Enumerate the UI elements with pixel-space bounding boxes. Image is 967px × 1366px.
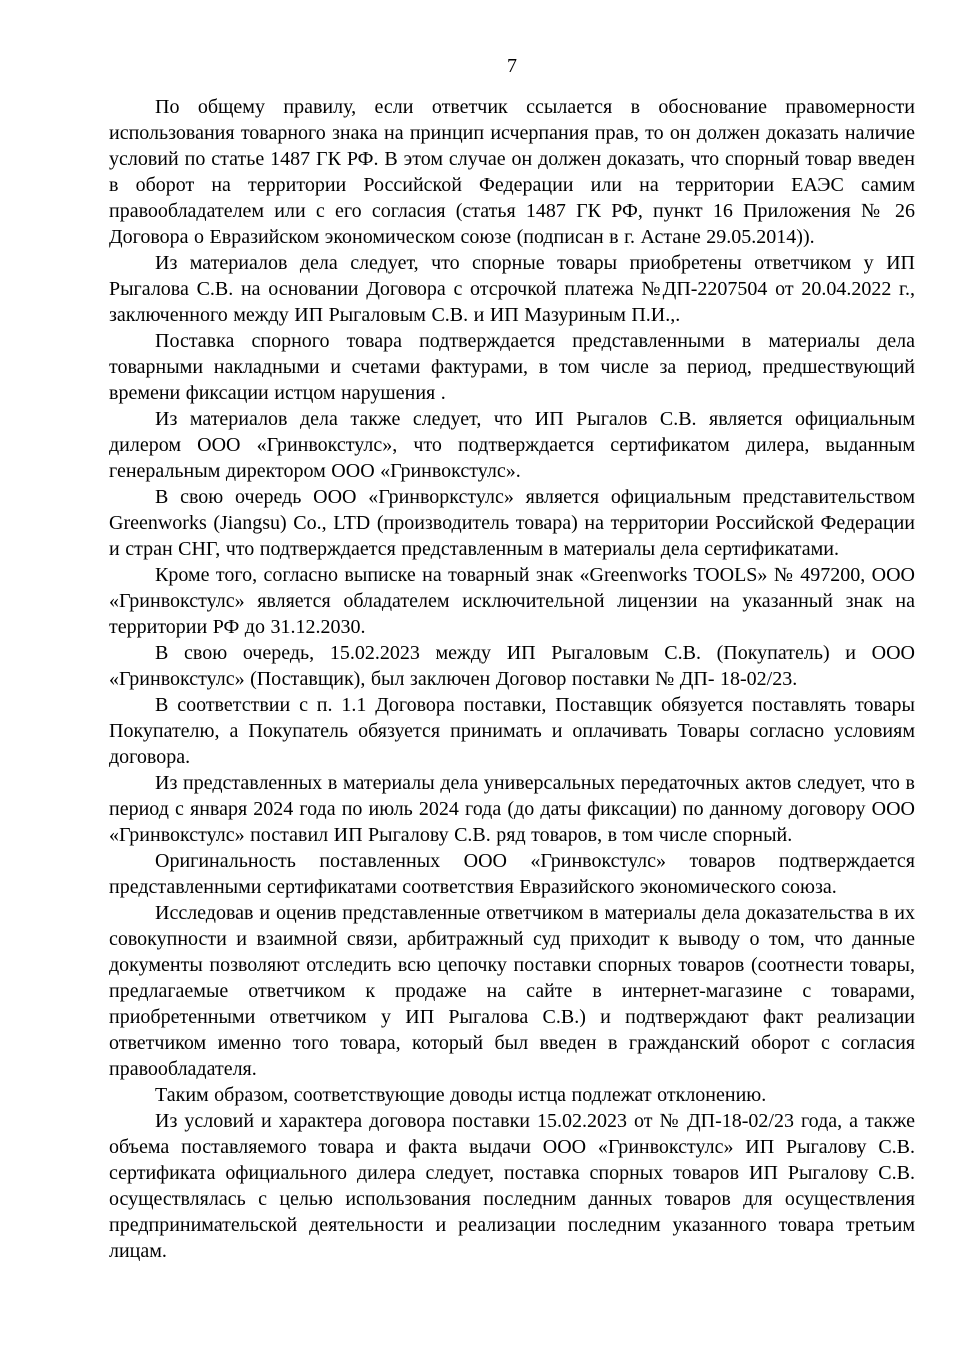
paragraph: Из представленных в материалы дела универсальных передаточных актов следует, что в период с января 2024 года по июль 2024 года (до даты фиксации) по данному договору ООО «Гринвокстулс» поставил ИП Рыгалову С.В. ряд товаров, в том числе спорный. [109,772,915,846]
paragraph: Из материалов дела также следует, что ИП Рыгалов С.В. является официальным дилером ООО «Гринвокстулс», что подтверждается сертификатом дилера, выданным генеральным директором ООО «Гринвокстулс». [109,408,915,482]
paragraph: Таким образом, соответствующие доводы истца подлежат отклонению. [155,1084,767,1106]
paragraph: Исследовав и оценив представленные ответчиком в материалы дела доказательства в их совокупности и взаимной связи, арбитражный суд приходит к выводу о том, что данные документы позволяют отследить всю цепочку поставки спорных товаров (соотнести товары, предлагаемые ответчиком к продаже на сайте в интернет-магазине с товарами, приобретенными ответчиком у ИП Рыгалова С.В.) и подтверждают факт реализации ответчиком именно того товара, который был введен в гражданский оборот с согласия правообладателя. [109,902,915,1080]
paragraph: По общему правилу, если ответчик ссылается в обоснование правомерности использования товарного знака на принцип исчерпания прав, то он должен доказать наличие условий по статье 1487 ГК РФ. В этом случае он должен доказать, что спорный товар введен в оборот на территории Российской Федерации или на территории ЕАЭС самим правообладателем или с его согласия (статья 1487 ГК РФ, пункт 16 Приложения № 26 Договора о Евразийском экономическом союзе (подписан в г. Астане 29.05.2014)). [109,96,915,248]
paragraph: Поставка спорного товара подтверждается представленными в материалы дела товарными накладными и счетами фактурами, в том числе за период, предшествующий времени фиксации истцом нарушения . [109,330,915,404]
paragraph: В свою очередь ООО «Гринворкстулс» является официальным представительством Greenworks (Jiangsu) Co., LTD (производитель товара) на территории Российской Федерации и стран СНГ, что подтверждается представленным в материалы дела сертификатами. [109,486,915,560]
paragraph: В свою очередь, 15.02.2023 между ИП Рыгаловым С.В. (Покупатель) и ООО «Гринвокстулс» (Поставщик), был заключен Договор поставки № ДП- 18-02/23. [109,642,915,690]
document-body [109,94,915,1264]
paragraph: Из материалов дела следует, что спорные товары приобретены ответчиком у ИП Рыгалова С.В. на основании Договора с отсрочкой платежа №ДП-2207504 от 20.04.2022 г., заключенного между ИП Рыгаловым С.В. и ИП Мазуриным П.И.,. [109,252,915,326]
paragraph: В соответствии с п. 1.1 Договора поставки, Поставщик обязуется поставлять товары Покупателю, а Покупатель обязуется принимать и оплачивать Товары согласно условиям договора. [109,694,915,768]
page-number: 7 [507,55,517,77]
paragraph: Кроме того, согласно выписке на товарный знак «Greenworks TOOLS» № 497200, ООО «Гринвокстулс» является обладателем исключительной лицензии на указанный знак на территории РФ до 31.12.2030. [109,564,915,638]
paragraph: Оригинальность поставленных ООО «Гринвокстулс» товаров подтверждается представленными сертификатами соответствия Евразийского экономического союза. [109,850,915,898]
paragraph: Из условий и характера договора поставки 15.02.2023 от № ДП-18-02/23 года, а также объема поставляемого товара и факта выдачи ООО «Гринвокстулс» ИП Рыгалову С.В. сертификата официального дилера следует, поставка спорных товаров ИП Рыгалову С.В. осуществлялась с целью использования последним данных товаров для осуществления предпринимательской деятельности и реализации последним указанного товара третьим лицам. [109,1110,915,1262]
